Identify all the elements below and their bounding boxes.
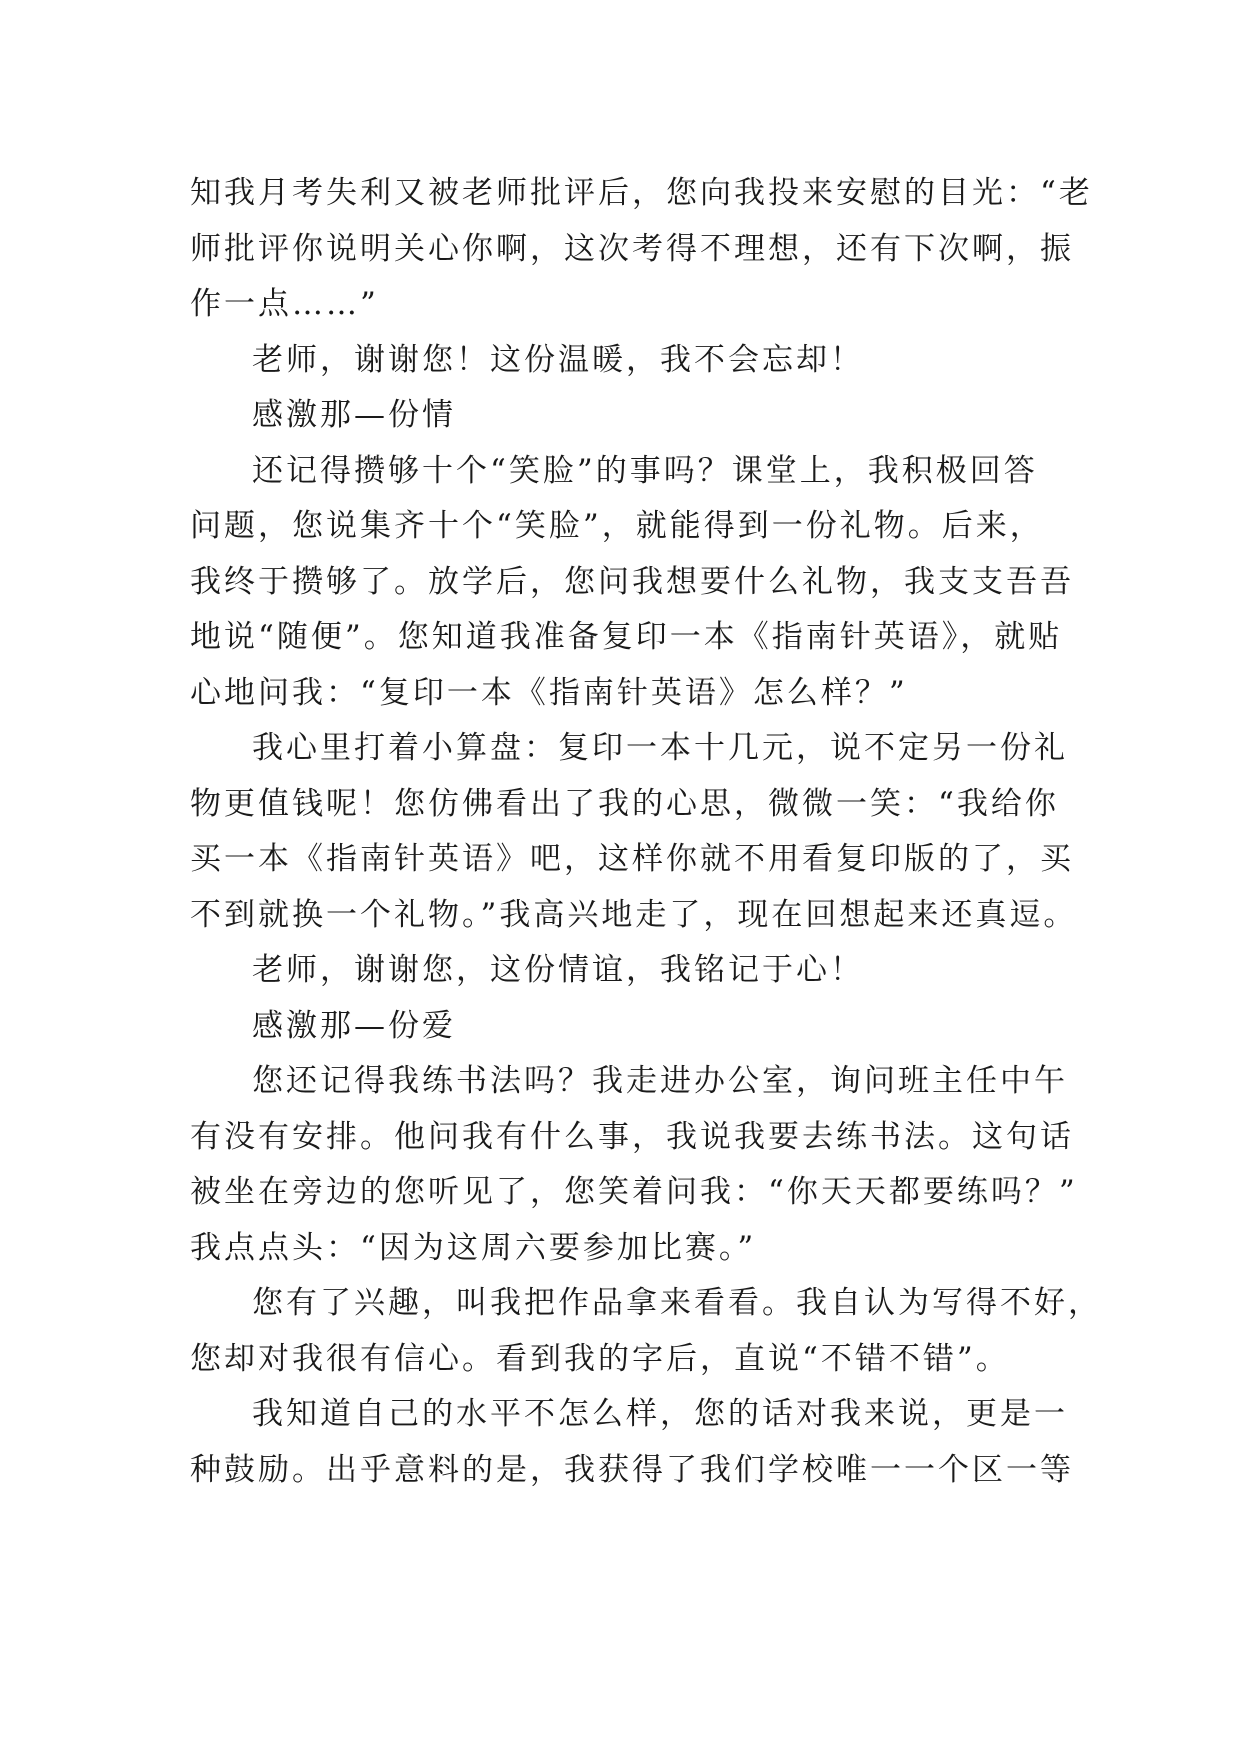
- text-line: 我终于攒够了。放学后，您问我想要什么礼物，我支支吾吾: [190, 563, 1074, 600]
- text-line: 知我月考失利又被老师批评后，您向我投来安慰的目光：“老: [190, 175, 1093, 211]
- body-text: [190, 166, 1102, 1498]
- text-line: 老师，谢谢您！这份温暖，我不会忘却！: [252, 341, 864, 378]
- text-line: 您却对我很有信心。看到我的字后，直说“不错不错”。: [190, 1340, 1010, 1377]
- text-line: 您还记得我练书法吗？我走进办公室，询问班主任中午: [252, 1063, 1068, 1099]
- text-line: 问题，您说集齐十个“笑脸”，就能得到一份礼物。后来，: [190, 508, 1044, 544]
- text-line: 还记得攒够十个“笑脸”的事吗？课堂上，我积极回答: [252, 452, 1038, 489]
- text-line: 师批评你说明关心你啊，这次考得不理想，还有下次啊，振: [190, 230, 1074, 267]
- text-line: 地说“随便”。您知道我准备复印一本《指南针英语》，就贴: [190, 619, 1063, 655]
- section-heading: 感激那—份情: [252, 397, 456, 433]
- text-line: 不到就换一个礼物。”我高兴地走了，现在回想起来还真逗。: [190, 896, 1078, 933]
- text-line: 老师，谢谢您，这份情谊，我铭记于心！: [252, 952, 864, 988]
- text-line: 作一点……”: [190, 286, 379, 322]
- text-line: 物更值钱呢！您仿佛看出了我的心思，微微一笑：“我给你: [190, 785, 1059, 822]
- text-line: 有没有安排。他问我有什么事，我说我要去练书法。这句话: [190, 1118, 1074, 1155]
- text-line: 被坐在旁边的您听见了，您笑着问我：“你天天都要练吗？”: [190, 1174, 1078, 1210]
- text-line: 我知道自己的水平不怎么样，您的话对我来说，更是一: [252, 1396, 1068, 1432]
- text-line: 我心里打着小算盘：复印一本十几元，说不定另一份礼: [252, 730, 1068, 766]
- text-line: 买一本《指南针英语》吧，这样你就不用看复印版的了，买: [190, 841, 1074, 877]
- text-line: 种鼓励。出乎意料的是，我获得了我们学校唯一一个区一等: [190, 1451, 1074, 1488]
- text-line: 您有了兴趣，叫我把作品拿来看看。我自认为写得不好，: [252, 1285, 1102, 1321]
- text-line: 我点点头：“因为这周六要参加比赛。”: [190, 1229, 757, 1266]
- text-line: 心地问我：“复印一本《指南针英语》怎么样？”: [190, 674, 908, 711]
- section-heading: 感激那—份爱: [252, 1007, 456, 1044]
